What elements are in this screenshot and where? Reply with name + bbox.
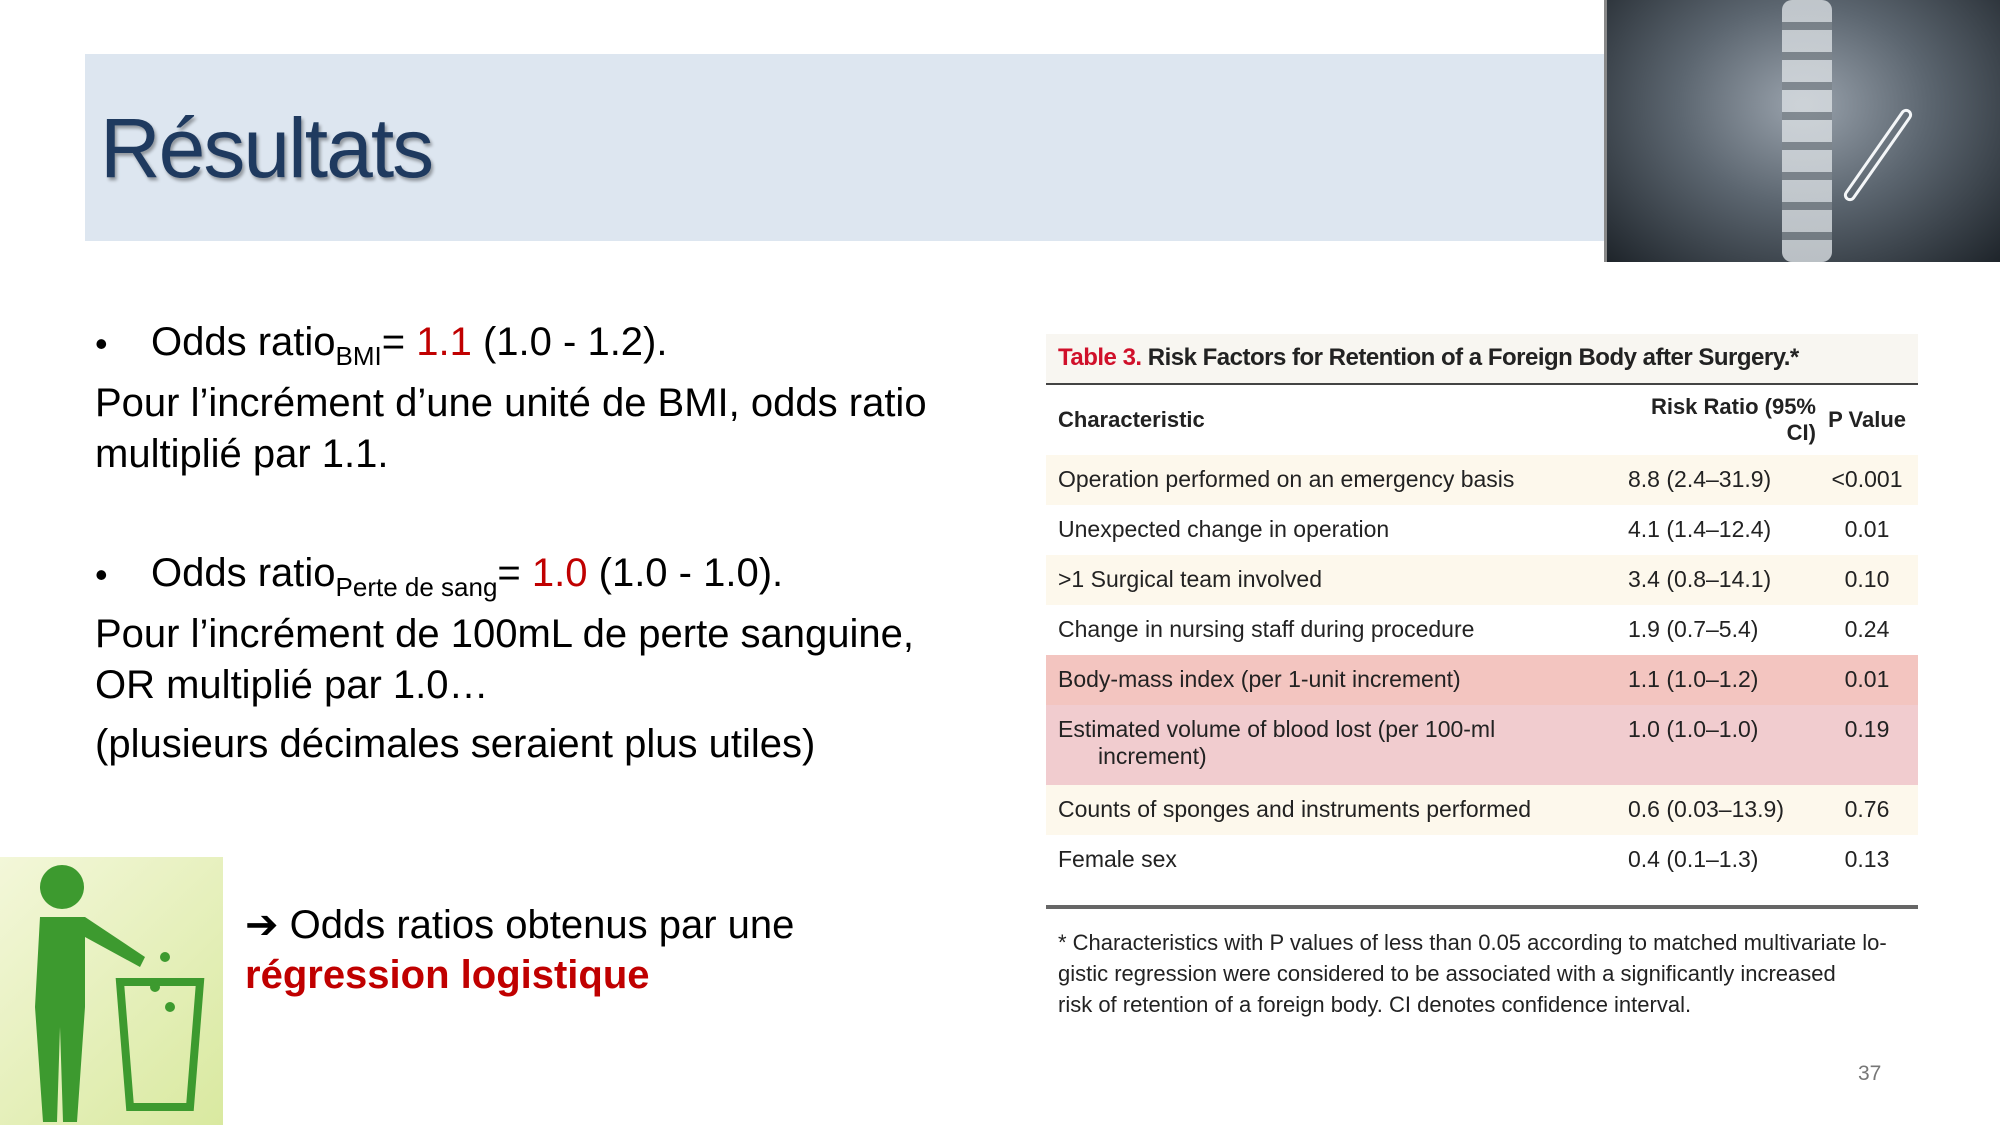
page-number: 37 [1858,1062,1882,1085]
xray-image [1604,0,2000,262]
bullet-2-line: (plusieurs décimales seraient plus utiles) [95,722,816,766]
retained-instrument-shape [1842,107,1915,204]
table-caption: Table 3. Risk Factors for Retention of a Foreign Body after Surgery.* [1046,334,1918,385]
header-risk-ratio: Risk Ratio (95% CI) [1650,394,1816,445]
bullet-1-line: Pour l’incrément d’une unité de BMI, odds ratio [95,381,927,425]
table-row: Change in nursing staff during procedure 1.9 (0.7–5.4) 0.24 [1058,616,1890,642]
bullet-2-heading: Odds ratio$_{Perte de sang}$= 1.0 (1.0 - 1.0). [151,551,784,602]
table-row: Counts of sponges and instruments performed 0.6 (0.03–13.9) 0.76 [1046,785,1918,835]
bullet-2-line: Pour l’incrément de 100mL de perte sanguine, [95,612,915,656]
litter-bin-icon [0,857,223,1125]
table-bottom-rule [1046,905,1918,909]
conclusion-line: ➔ Odds ratios obtenus par une [245,903,795,947]
table-row: Operation performed on an emergency basis 8.8 (2.4–31.9) <0.001 [1046,455,1918,505]
risk-factor-table [1046,334,1918,1020]
header-p-value: P Value [1828,407,1906,432]
table-row: >1 Surgical team involved 3.4 (0.8–14.1) 0.10 [1046,555,1918,605]
table-row: Unexpected change in operation 4.1 (1.4–12.4) 0.01 [1058,516,1890,542]
slide-title: Résultats [100,101,433,195]
bullet-dot: • [95,554,108,595]
table-row-highlighted: Body-mass index (per 1-unit increment) 1.1 (1.0–1.2) 0.01 [1046,655,1918,705]
bullet-1-heading: Odds ratio$_{BMI}$= 1.1 (1.0 - 1.2). [151,320,668,371]
bullet-dot: • [95,323,108,364]
bullet-1-line: multiplié par 1.1. [95,432,389,476]
table-header [1046,385,1918,455]
table-row: Female sex 0.4 (0.1–1.3) 0.13 [1058,846,1890,872]
header-characteristic: Characteristic [1058,407,1205,432]
bullet-2-line: OR multiplié par 1.0… [95,663,489,707]
table-footnote: * Characteristics with P values of less than 0.05 according to matched multivariate lo- gistic regression were considered to be associated with a significantly increased risk of retention of a foreign body. CI denotes confidence interval. [1058,930,1887,1017]
conclusion-highlight: régression logistique [245,953,650,997]
table-row-highlighted: Estimated volume of blood lost (per 100-ml increment) 1.0 (1.0–1.0) 0.19 [1046,705,1918,785]
spine-shape [1782,0,1832,262]
